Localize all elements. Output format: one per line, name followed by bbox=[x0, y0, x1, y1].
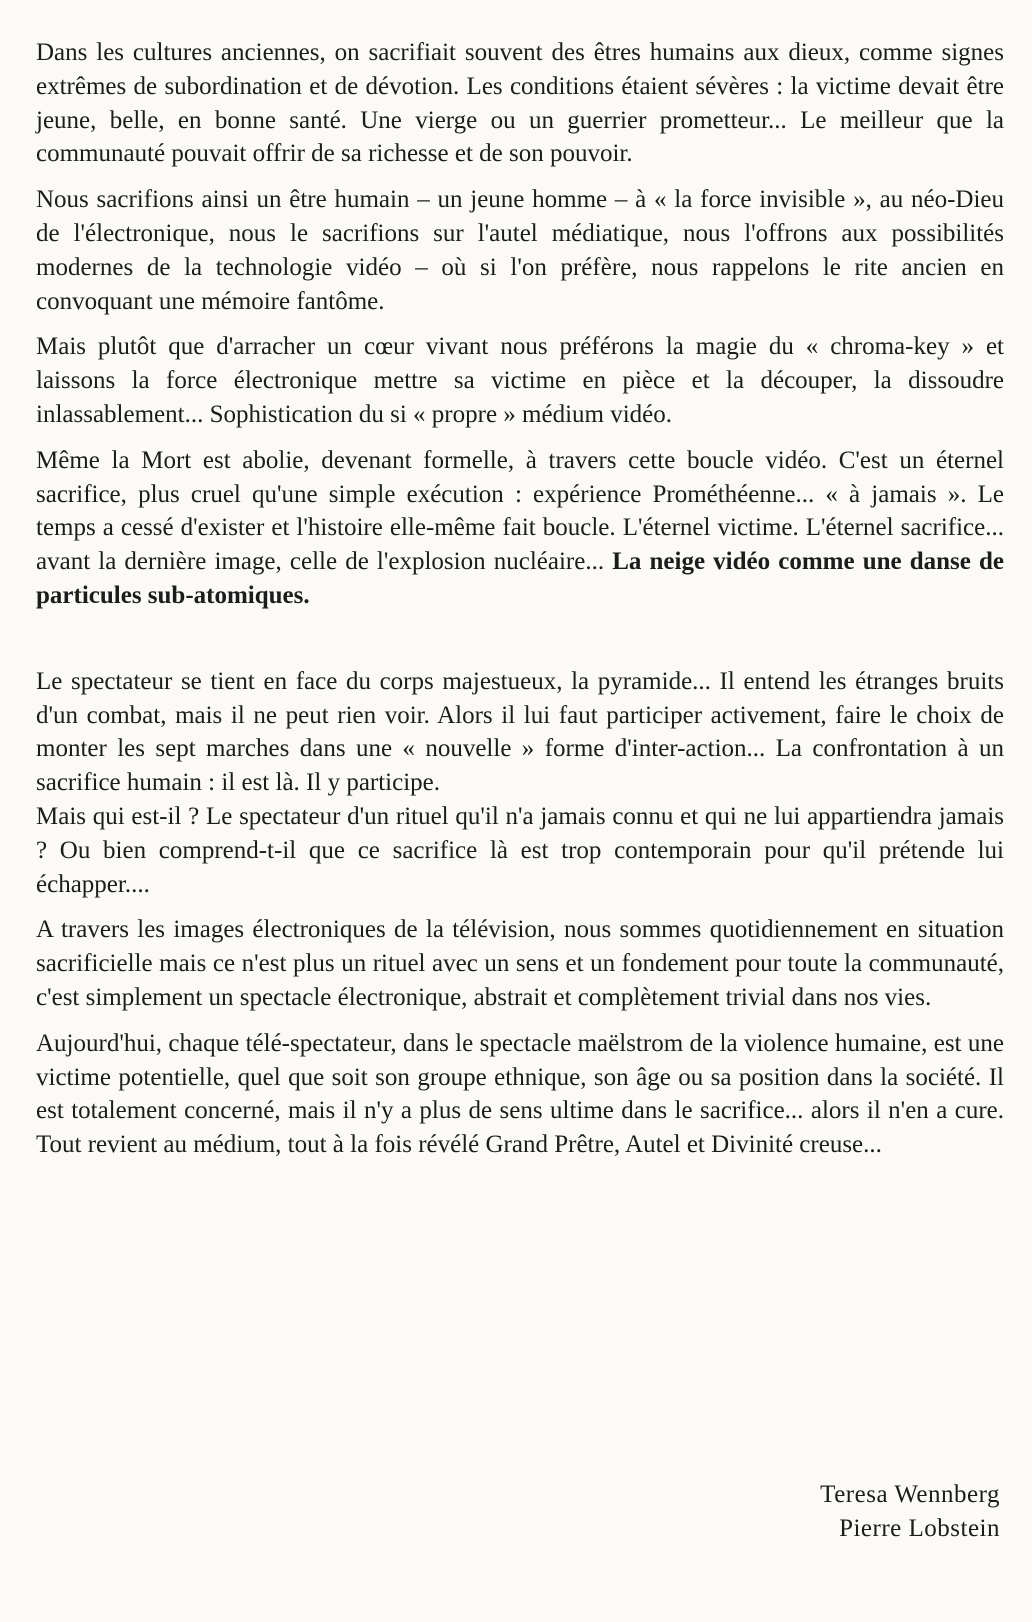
author-name-2: Pierre Lobstein bbox=[839, 1515, 1000, 1542]
paragraph-4 bbox=[36, 444, 1004, 613]
author-name-1: Teresa Wennberg bbox=[820, 1481, 1000, 1508]
signature-block bbox=[820, 1478, 1000, 1546]
paragraph-4-bold-text: La neige vidéo comme une danse de particules sub-atomiques. bbox=[36, 548, 1004, 609]
paragraph-8: Aujourd'hui, chaque télé-spectateur, dans le spectacle maëlstrom de la violence humaine, est une victime potentielle, quel que soit son groupe ethnique, son âge ou sa position dans la société. Il est totalement concerné, mais il n'y a plus de sens ultime dans le sacrifice... alors il n'en a cure. Tout revient au médium, tout à la fois révélé Grand Prêtre, Autel et Divinité creuse... bbox=[36, 1029, 1004, 1159]
paragraph-5: Le spectateur se tient en face du corps majestueux, la pyramide... Il entend les étranges bruits d'un combat, mais il ne peut rien voir. Alors il lui faut participer activement, faire le choix de monter les sept marches dans une « nouvelle » forme d'inter-action... La confrontation à un sacrifice humain : il est là. Il y participe. bbox=[36, 667, 1004, 797]
section-gap bbox=[36, 625, 1004, 665]
paragraph-7: A travers les images électroniques de la télévision, nous sommes quotidiennement en situation sacrificielle mais ce n'est plus un rituel avec un sens et un fondement pour toute la communauté, c'est simplement un spectacle électronique, abstrait et complètement trivial dans nos vies. bbox=[36, 916, 1004, 1011]
document-body bbox=[36, 36, 1004, 1174]
paragraph-1: Dans les cultures anciennes, on sacrifiait souvent des êtres humains aux dieux, comme signes extrêmes de subordination et de dévotion. Les conditions étaient sévères : la victime devait être jeune, belle, en bonne santé. Une vierge ou un guerrier prometteur... Le meilleur que la communauté pouvait offrir de sa richesse et de son pouvoir. bbox=[36, 39, 1004, 168]
paragraph-6: Mais qui est-il ? Le spectateur d'un rituel qu'il n'a jamais connu et qui ne lui appartiendra jamais ? Ou bien comprend-t-il que ce sacrifice là est trop contemporain pour qu'il prétende lui échapper.... bbox=[36, 802, 1004, 898]
paragraph-2: Nous sacrifions ainsi un être humain – un jeune homme – à « la force invisible », au néo-Dieu de l'électronique, nous le sacrifions sur l'autel médiatique, nous l'offrons aux possibilités modernes de la technologie vidéo – où si l'on préfère, nous rappelons le rite ancien en convoquant une mémoire fantôme. bbox=[36, 186, 1004, 315]
paragraph-4-text: Même la Mort est abolie, devenant formelle, à travers cette boucle vidéo. C'est un éternel sacrifice, plus cruel qu'une simple exécution : expérience Prométhéenne... « à jamais ». Le temps a cessé d'exister et l'histoire elle-même fait boucle. L'éternel victime. L'éternel sacrifice... avant la dernière image, celle de l'explosion nucléaire... bbox=[36, 446, 1004, 576]
paragraph-3: Mais plutôt que d'arracher un cœur vivant nous préférons la magie du « chroma-key » et laissons la force électronique mettre sa victime en pièce et la découper, la dissoudre inlassablement... Sophistication du si « propre » médium vidéo. bbox=[36, 333, 1004, 428]
